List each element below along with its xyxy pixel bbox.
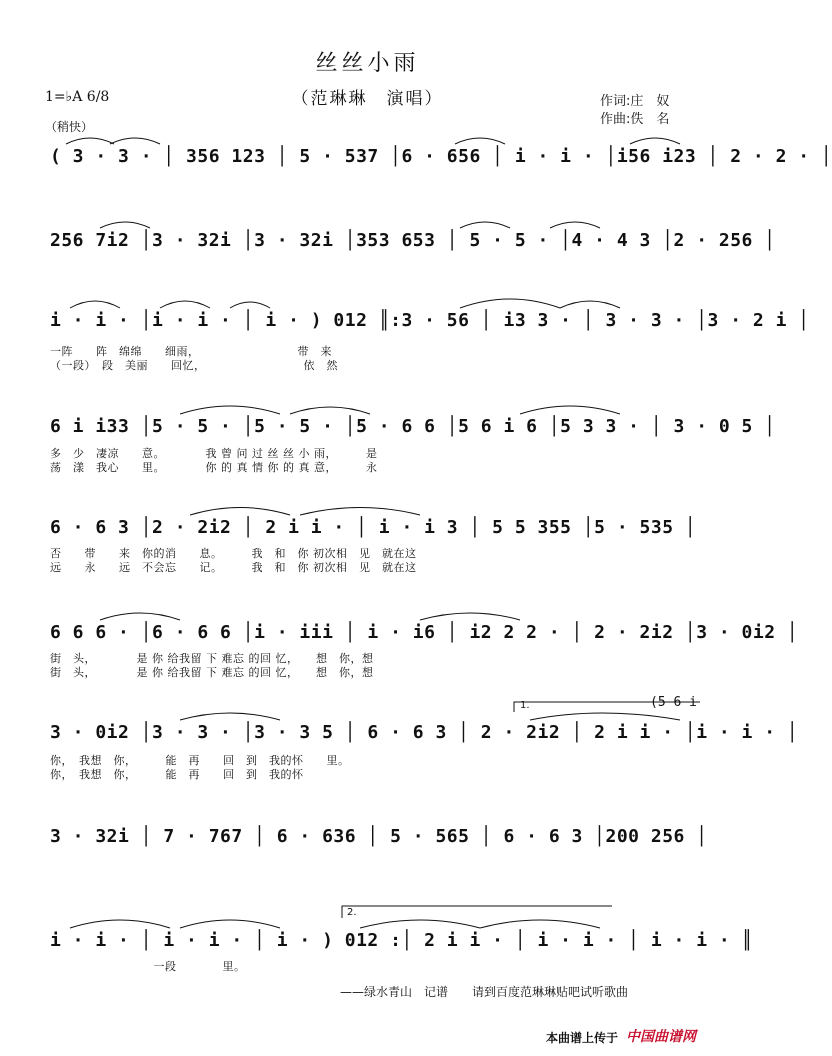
transcriber-note: ——绿水青山 记谱 请到百度范琳琳贴吧试听歌曲 [340, 985, 629, 999]
slur [460, 299, 560, 308]
volta-first: 1. [520, 700, 530, 711]
lyric-line-7b: 你， 我想 你， 能 再 回 到 我的怀 [50, 768, 304, 781]
score-line-1: ( 3 · 3 · │ 356 123 │ 5 · 537 │6 · 656 │ i · i · │i56 i23 │ 2 · 2 · │ [50, 146, 832, 167]
lyric-line-4b: 荡 漾 我心 里。 你 的 真 情 你 的 真 意， 永 [50, 461, 378, 474]
site-logo: 中国曲谱网 [626, 1029, 696, 1045]
slur [180, 920, 280, 928]
slur [550, 222, 600, 228]
slur [70, 920, 170, 928]
lyric-line-5b: 远 永 远 不会忘 记。 我 和 你 初次相 见 就在这 [50, 561, 417, 574]
lyricist-credit: 作词:庄 奴 [600, 94, 670, 109]
slur [66, 138, 114, 144]
lyric-line-3a: 一阵 阵 绵绵 细雨， 带 来 [50, 345, 332, 358]
score-line-4: 6 i i33 │5 · 5 · │5 · 5 · │5 · 6 6 │5 6 i 6 │5 3 3 · │ 3 · 0 5 │ [50, 416, 776, 437]
score-line-2: 256 7i2 │3 · 32i │3 · 32i │353 653 │ 5 · 5 · │4 · 4 3 │2 · 256 │ [50, 230, 776, 251]
lyric-line-3b: （一段） 段 美丽 回忆， 依 然 [50, 359, 338, 372]
lyric-line-6a: 街 头， 是 你 给我留 下 难忘 的回 忆， 想 你，想 [50, 652, 374, 665]
slur [180, 406, 280, 414]
lyric-line-9a: 一段 里。 [50, 960, 246, 973]
lyric-line-6b: 街 头， 是 你 给我留 下 难忘 的回 忆， 想 你，想 [50, 666, 374, 679]
lyric-line-7a: 你， 我想 你， 能 再 回 到 我的怀 里。 [50, 754, 350, 767]
score-line-8: 3 · 32i │ 7 · 767 │ 6 · 636 │ 5 · 565 │ 6 · 6 3 │200 256 │ [50, 826, 708, 847]
score-line-3: i · i · │i · i · │ i · ) 012 ║:3 · 56 │ i3 3 · │ 3 · 3 · │3 · 2 i │ [50, 310, 810, 331]
slur [180, 713, 280, 720]
score-line-7: 3 · 0i2 │3 · 3 · │3 · 3 5 │ 6 · 6 3 │ 2 · 2i2 │ 2 i i · │i · i · │ [50, 722, 799, 743]
score-line-9: i · i · │ i · i · │ i · ) 012 :│ 2 i i · │ i · i · │ i · i · ║ [50, 930, 753, 951]
score-line-6: 6 6 6 · │6 · 6 6 │i · iii │ i · i6 │ i2 2 2 · │ 2 · 2i2 │3 · 0i2 │ [50, 622, 799, 643]
song-subtitle: （范琳琳 演唱） [291, 89, 444, 109]
lyric-line-5a: 否 带 来 你的消 息。 我 和 你 初次相 见 就在这 [50, 547, 417, 560]
slur [630, 138, 680, 144]
volta-second: 2. [347, 907, 357, 918]
key-signature: 1=♭A 6/8 [45, 89, 110, 105]
score-line-5: 6 · 6 3 │2 · 2i2 │ 2 i i · │ i · i 3 │ 5 5 355 │5 · 535 │ [50, 517, 697, 538]
tempo-marking: （稍快） [45, 120, 94, 134]
slur [530, 713, 680, 720]
slur [190, 508, 290, 516]
slur [460, 222, 510, 228]
composer-credit: 作曲:佚 名 [600, 112, 670, 127]
slur [420, 613, 520, 620]
slur [100, 613, 180, 620]
alternate-notes: (5 6 i [650, 695, 697, 710]
song-title: 丝丝小雨 [315, 51, 420, 76]
slur [560, 301, 620, 308]
slur [360, 920, 480, 928]
volta-bracket-second [342, 906, 612, 918]
slur [480, 920, 600, 928]
lyric-line-4a: 多 少 凄凉 意。 我 曾 问 过 丝 丝 小 雨， 是 [50, 447, 378, 460]
slur [110, 138, 160, 144]
slur [100, 222, 150, 228]
upload-note: 本曲谱上传于 [546, 1031, 619, 1045]
slur [455, 138, 505, 144]
slur [230, 302, 270, 308]
slur [520, 406, 620, 414]
slur [160, 301, 210, 308]
slur [300, 508, 420, 516]
slur [290, 407, 370, 414]
slur [70, 301, 120, 308]
